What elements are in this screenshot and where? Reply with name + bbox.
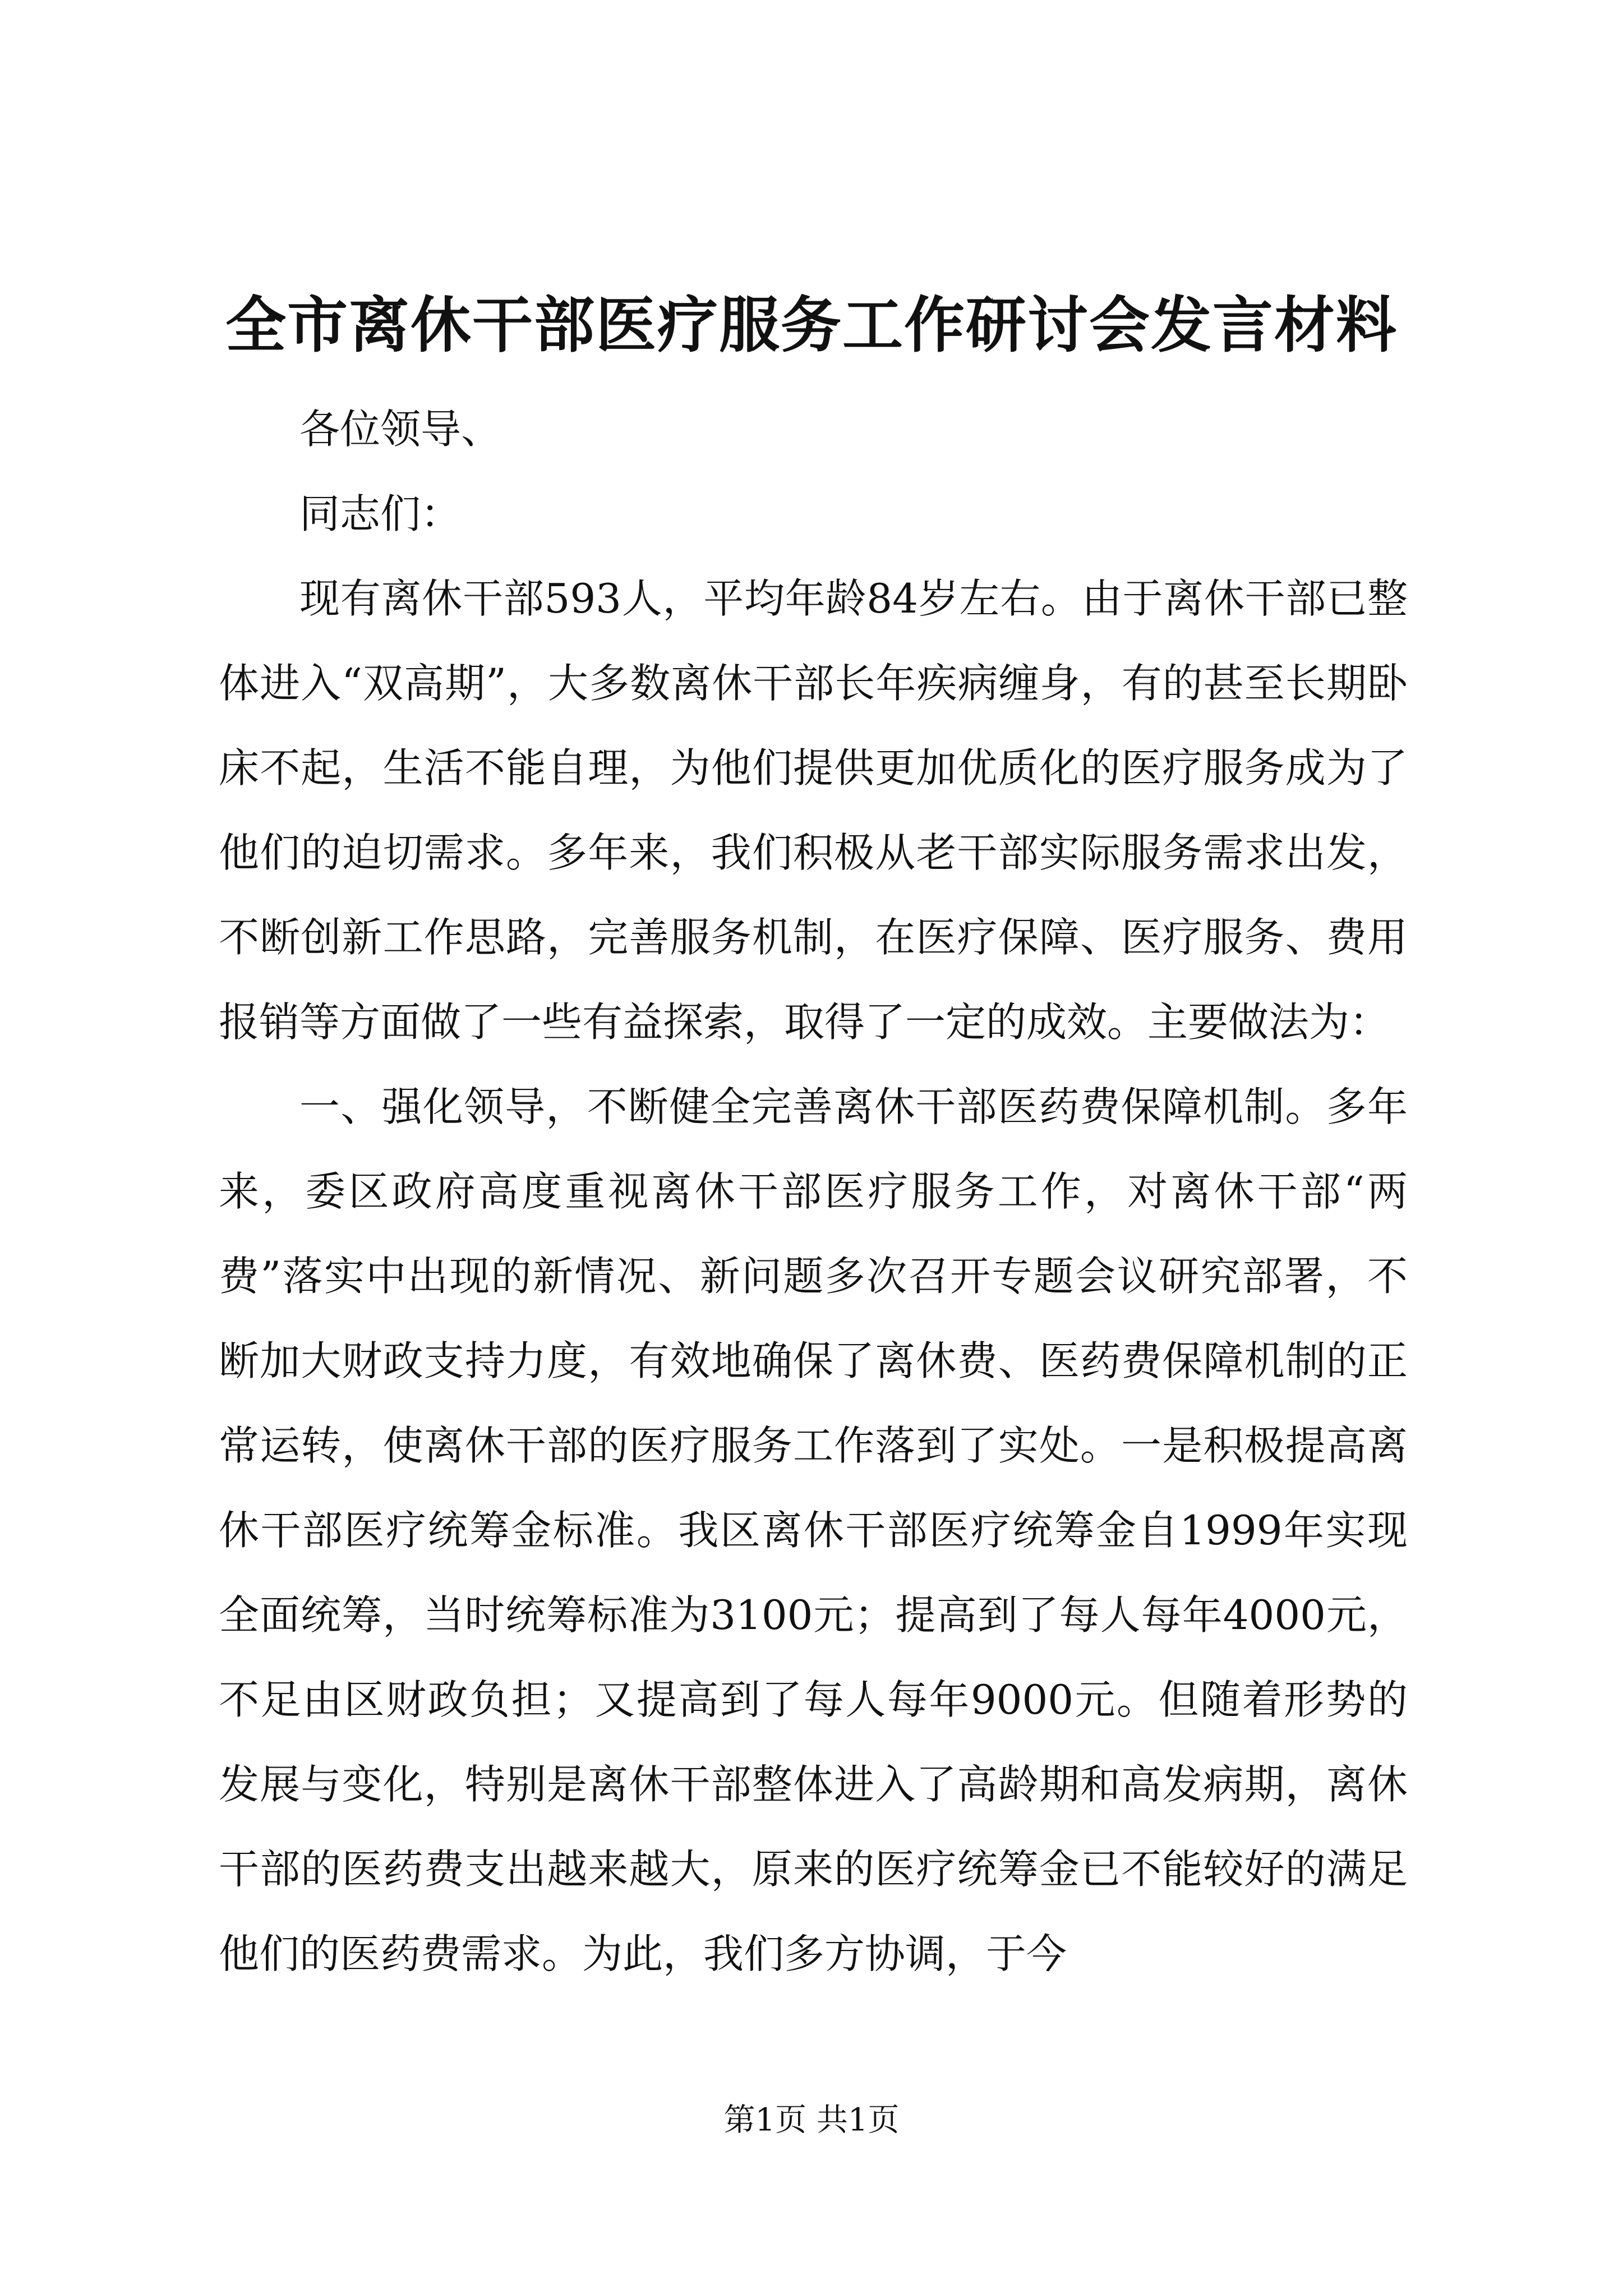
salutation-line-1: 各位领导、 (299, 406, 502, 453)
salutation-line-2: 同志们： (299, 490, 462, 537)
document-body (219, 387, 1408, 1996)
section-one-paragraph: 一、强化领导，不断健全完善离休干部医药费保障机制。多年来，委区政府高度重视离休干部医疗服务工作，对离休干部“两费”落实中出现的新情况、新问题多次召开专题会议研究部署，不断加大财政支持力度，有效地确保了离休费、医药费保障机制的正常运转，使离休干部的医疗服务工作落到了实处。一是积极提高离休干部医疗统筹金标准。我区离休干部医疗统筹金自1999年实现全面统筹，当时统筹标准为3100元；提高到了每人每年4000元，不足由区财政负担；又提高到了每人每年9000元。但随着形势的发展与变化，特别是离休干部整体进入了高龄期和高发病期，离休干部的医药费支出越来越大，原来的医疗统筹金已不能较好的满足他们的医药费需求。为此，我们多方协调，于今 (219, 1083, 1408, 1977)
document-title: 全市离休干部医疗服务工作研讨会发言材料 (225, 290, 1398, 361)
intro-paragraph: 现有离休干部593人，平均年龄84岁左右。由于离休干部已整体进入“双高期”，大多数离休干部长年疾病缠身，有的甚至长期卧床不起，生活不能自理，为他们提供更加优质化的医疗服务成为了他们的迫切需求。多年来，我们积极从老干部实际服务需求出发，不断创新工作思路，完善服务机制，在医疗保障、医疗服务、费用报销等方面做了一些有益探索，取得了一定的成效。主要做法为： (219, 575, 1408, 1046)
page-footer: 第1页 共1页 (723, 2102, 900, 2138)
